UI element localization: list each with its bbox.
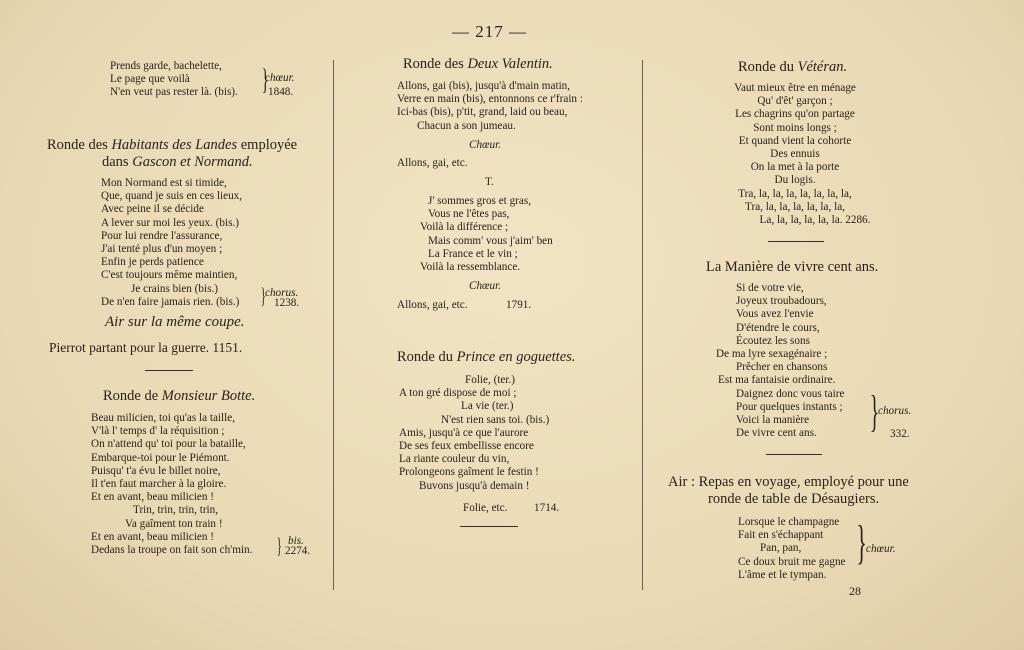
verse-line: Voici la manière: [736, 414, 810, 427]
verse-line: Il t'en faut marcher à la gloire.: [91, 478, 227, 491]
air-reference: Pierrot partant pour la guerre. 1151.: [49, 340, 243, 355]
verse-line: Sont moins longs ;: [753, 121, 837, 134]
verse-line: N'en veut pas rester là. (bis).: [110, 86, 238, 99]
air-title: Air sur la même coupe.: [105, 314, 245, 330]
chorus-note: chorus.: [878, 405, 912, 417]
verse-line: Vous ne l'êtes pas,: [428, 208, 510, 221]
brace-mark: }: [869, 387, 880, 436]
verse-line: Ici-bas (bis), p'tit, grand, laid ou beau,: [397, 106, 568, 119]
verse-line: Avec peine il se décide: [101, 203, 204, 216]
verse-line: Fait en s'échappant: [738, 529, 824, 542]
verse-line: Et en avant, beau milicien !: [91, 530, 215, 543]
verse-line: Va gaîment ton train !: [125, 517, 223, 530]
verse-line: Le page que voilà: [110, 73, 190, 86]
verse-line: Voilà la différence ;: [420, 221, 509, 234]
verse-line: Pour quelques instants ;: [736, 400, 843, 413]
verse-line: Enfin je perds patience: [101, 256, 204, 269]
chorus-note: chœur.: [265, 72, 295, 84]
column-divider-right: [642, 60, 643, 590]
verse-line: L'âme et le tympan.: [738, 568, 827, 581]
verse-line: De ses feux embellisse encore: [399, 440, 534, 453]
verse-line: La riante couleur du vin,: [399, 453, 510, 466]
bis-note: bis.: [288, 535, 304, 547]
song-number: 332.: [890, 428, 910, 440]
verse-line: Buvons jusqu'à demain !: [419, 479, 530, 492]
verse-line: J'ai tenté plus d'un moyen ;: [101, 243, 223, 256]
col3-song1: [690, 82, 900, 227]
verse-line: Et quand vient la cohorte: [738, 134, 852, 147]
verse-line: Daignez donc vous taire: [736, 387, 845, 400]
stanza-marker: T.: [485, 176, 494, 188]
verse-line: Chacun a son jumeau.: [417, 119, 516, 132]
chorus-note: chorus.: [265, 287, 299, 299]
verse-line: La France et le vin ;: [428, 247, 518, 260]
verse-line: J' sommes gros et gras,: [428, 195, 532, 207]
page-footer-number: 28: [849, 584, 861, 598]
verse-line: Embarque-toi pour le Piémont.: [91, 451, 230, 464]
verse-line: Prolongeons gaîment le festin !: [399, 466, 539, 479]
song-number: 1848.: [268, 86, 294, 98]
song-title: La Manière de vivre cent ans.: [706, 259, 879, 275]
section-rule: [145, 370, 193, 371]
verse-line: Je crains bien (bis.): [131, 282, 218, 295]
verse-line: Et en avant, beau milicien !: [91, 491, 215, 504]
verse-line: Folie, (ter.): [465, 374, 516, 386]
verse-line: Est ma fantaisie ordinaire.: [718, 374, 836, 387]
song-title: Ronde du Prince en goguettes.: [397, 349, 576, 365]
chorus-label: Chœur.: [469, 139, 502, 151]
brace-mark: }: [856, 516, 867, 569]
verse-line: De vivre cent ans.: [736, 427, 817, 440]
verse-line: Tra, la, la, la, la, la, la, la,: [738, 187, 852, 200]
verse-line: Dedans la troupe on fait son ch'min.: [91, 544, 253, 557]
verse-line: Trin, trin, trin, trin,: [133, 504, 219, 517]
verse-line: C'est toujours même maintien,: [101, 269, 238, 282]
air-title: Air : Repas en voyage, employé pour une ronde de table de Désaugiers.: [668, 474, 909, 507]
section-rule: [460, 526, 518, 527]
page-number: — 217 —: [452, 22, 527, 41]
song-number: 1791.: [506, 299, 532, 311]
col1-top-stanza: [110, 60, 330, 100]
verse-line: La vie (ter.): [461, 400, 514, 413]
verse-line: Mon Normand est si timide,: [101, 177, 227, 189]
verse-line: Des ennuis: [770, 148, 820, 161]
verse-line: Qu' d'êt' garçon ;: [757, 95, 833, 108]
col2-song2: [399, 374, 629, 493]
verse-line: Joyeux troubadours,: [736, 295, 827, 308]
col2-song1b: [420, 195, 620, 274]
song-title: Ronde du Vétéran.: [738, 59, 848, 75]
verse-line: A ton gré dispose de moi ;: [399, 387, 517, 400]
song-number: 1714.: [534, 502, 560, 514]
verse-line: Beau milicien, toi qu'as la taille,: [91, 412, 235, 424]
verse-line: Allons, gai (bis), jusqu'à d'main matin,: [397, 80, 571, 92]
verse-line: Pan, pan,: [760, 542, 802, 555]
verse-line: Mais comm' vous j'aim' ben: [428, 234, 553, 247]
section-rule: [768, 241, 824, 242]
verse-line: Puisqu' t'a évu le billet noire,: [91, 464, 221, 477]
verse-line: Prends garde, bachelette,: [110, 60, 222, 72]
col2-song1: [397, 80, 637, 133]
section-rule: [766, 454, 822, 455]
verse-line: Écoutez les sons: [736, 334, 810, 347]
verse-line: D'étendre le cours,: [736, 321, 820, 334]
verse-line: Lorsque le champagne: [738, 516, 840, 528]
verse-line: Vous avez l'envie: [736, 308, 814, 321]
verse-line: On la met à la porte: [750, 161, 840, 174]
song-number: 1238.: [274, 297, 300, 309]
verse-line: Amis, jusqu'à ce que l'aurore: [399, 426, 529, 439]
verse-line: Vaut mieux être en ménage: [734, 82, 856, 94]
verse-line: Pour lui rendre l'assurance,: [101, 229, 223, 242]
verse-line: Que, quand je suis en ces lieux,: [101, 190, 243, 203]
song-number: 2274.: [285, 545, 311, 557]
verse-line: Voilà la ressemblance.: [420, 261, 521, 274]
verse-line: Prêcher en chansons: [736, 361, 828, 374]
verse-line: De ma lyre sexagénaire ;: [716, 348, 828, 361]
song-title: Ronde des Habitants des Landes employée dans Gascon et Normand.: [47, 137, 298, 170]
verse-line: Verre en main (bis), entonnons ce r'frain :: [397, 93, 583, 106]
song-title: Ronde des Deux Valentin.: [403, 56, 553, 72]
verse-line: N'est rien sans toi. (bis.): [441, 413, 550, 426]
brace-mark: }: [276, 533, 282, 558]
brace-mark: }: [260, 283, 266, 308]
song-title: Ronde de Monsieur Botte.: [103, 388, 256, 404]
verse-line: V'là l' temps d' la réquisition ;: [91, 425, 225, 438]
verse-line: Allons, gai, etc.: [397, 299, 468, 311]
verse-line: Les chagrins qu'on partage: [735, 108, 855, 121]
verse-line: Ce doux bruit me gagne: [738, 555, 846, 568]
verse-line: Du logis.: [774, 174, 816, 187]
chorus-label: Chœur.: [469, 280, 502, 292]
verse-line: Si de votre vie,: [736, 282, 804, 294]
verse-line: Allons, gai, etc.: [397, 157, 468, 169]
brace-mark: }: [261, 63, 269, 96]
verse-line: Folie, etc.: [463, 502, 508, 514]
verse-line: La, la, la, la, la, la. 2286.: [759, 214, 871, 227]
chorus-note: chœur.: [866, 543, 896, 555]
verse-line: De n'en faire jamais rien. (bis.): [101, 295, 240, 308]
verse-line: On n'attend qu' toi pour la bataille,: [91, 438, 246, 451]
verse-line: A lever sur moi les yeux. (bis.): [101, 216, 239, 229]
verse-line: Tra, la, la, la, la, la, la,: [745, 200, 845, 213]
